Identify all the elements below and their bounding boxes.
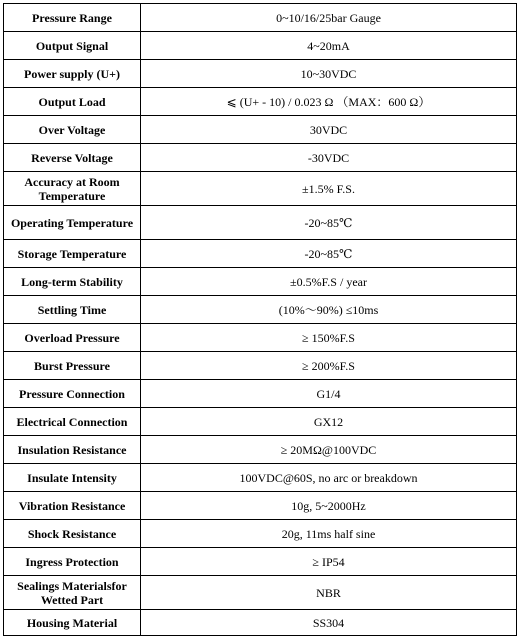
param-label: Accuracy at Room Temperature	[4, 172, 141, 206]
param-value: ±0.5%F.S / year	[141, 268, 517, 296]
param-label: Electrical Connection	[4, 408, 141, 436]
table-row	[4, 144, 517, 172]
table-row	[4, 172, 517, 206]
param-label: Over Voltage	[4, 116, 141, 144]
table-row	[4, 240, 517, 268]
table-row	[4, 380, 517, 408]
spec-table-body	[4, 4, 517, 636]
param-value: ≥ 20MΩ@100VDC	[141, 436, 517, 464]
table-row	[4, 576, 517, 610]
param-label: Insulate Intensity	[4, 464, 141, 492]
param-value: 0~10/16/25bar Gauge	[141, 4, 517, 32]
table-row	[4, 464, 517, 492]
param-label: Sealings Materialsfor Wetted Part	[4, 576, 141, 610]
spec-table	[3, 3, 517, 636]
table-row	[4, 352, 517, 380]
table-row	[4, 206, 517, 240]
param-value: 10~30VDC	[141, 60, 517, 88]
table-row	[4, 88, 517, 116]
param-label: Overload Pressure	[4, 324, 141, 352]
param-value: ±1.5% F.S.	[141, 172, 517, 206]
param-value: ⩽ (U+ - 10) / 0.023 Ω （MAX：600 Ω）	[141, 88, 517, 116]
param-label: Power supply (U+)	[4, 60, 141, 88]
param-value: -20~85℃	[141, 206, 517, 240]
param-value: 20g, 11ms half sine	[141, 520, 517, 548]
table-row	[4, 324, 517, 352]
table-row	[4, 436, 517, 464]
param-label: Operating Temperature	[4, 206, 141, 240]
param-value: (10%～90%) ≤10ms	[141, 296, 517, 324]
param-value: 100VDC@60S, no arc or breakdown	[141, 464, 517, 492]
param-label: Burst Pressure	[4, 352, 141, 380]
param-value: ≥ 150%F.S	[141, 324, 517, 352]
param-value: ≥ IP54	[141, 548, 517, 576]
param-label: Settling Time	[4, 296, 141, 324]
param-value: SS304	[141, 610, 517, 636]
param-label: Vibration Resistance	[4, 492, 141, 520]
param-label: Output Load	[4, 88, 141, 116]
param-label: Long-term Stability	[4, 268, 141, 296]
param-label: Pressure Connection	[4, 380, 141, 408]
param-label: Housing Material	[4, 610, 141, 636]
param-label: Shock Resistance	[4, 520, 141, 548]
param-label: Pressure Range	[4, 4, 141, 32]
param-value: G1/4	[141, 380, 517, 408]
table-row	[4, 296, 517, 324]
table-row	[4, 268, 517, 296]
table-row	[4, 32, 517, 60]
table-row	[4, 492, 517, 520]
table-row	[4, 548, 517, 576]
param-value: -30VDC	[141, 144, 517, 172]
table-row	[4, 610, 517, 636]
table-row	[4, 60, 517, 88]
table-row	[4, 520, 517, 548]
param-value: 30VDC	[141, 116, 517, 144]
param-value: GX12	[141, 408, 517, 436]
table-row	[4, 408, 517, 436]
param-label: Ingress Protection	[4, 548, 141, 576]
param-value: NBR	[141, 576, 517, 610]
param-value: -20~85℃	[141, 240, 517, 268]
param-value: ≥ 200%F.S	[141, 352, 517, 380]
param-label: Reverse Voltage	[4, 144, 141, 172]
table-row	[4, 4, 517, 32]
param-label: Insulation Resistance	[4, 436, 141, 464]
param-value: 10g, 5~2000Hz	[141, 492, 517, 520]
table-row	[4, 116, 517, 144]
param-label: Output Signal	[4, 32, 141, 60]
param-value: 4~20mA	[141, 32, 517, 60]
param-label: Storage Temperature	[4, 240, 141, 268]
